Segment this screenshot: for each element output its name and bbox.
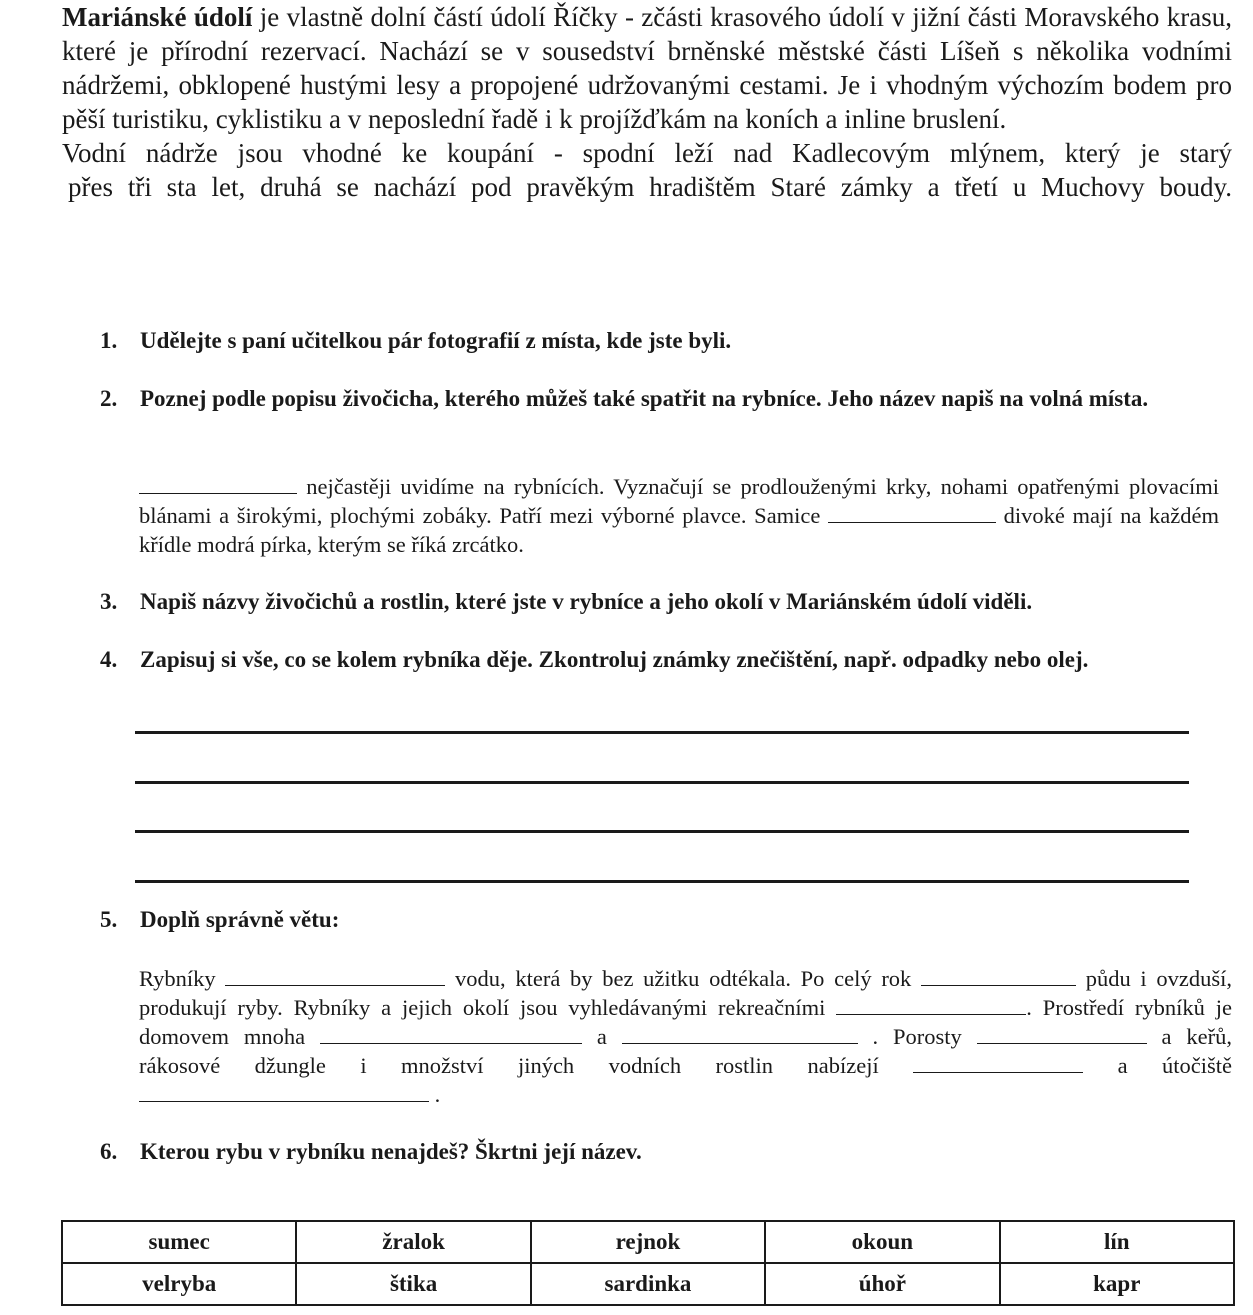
writing-line[interactable] — [135, 781, 1189, 784]
answer-blank[interactable] — [139, 1081, 429, 1102]
answer-blank[interactable] — [913, 1052, 1083, 1073]
question-6 — [100, 1137, 1220, 1167]
question-4 — [100, 645, 1230, 675]
answer-blank[interactable] — [622, 1023, 858, 1044]
intro-title: Mariánské údolí — [62, 2, 253, 32]
question-number: 4. — [100, 647, 118, 672]
intro-text — [62, 0, 1232, 204]
fish-name-cell[interactable]: okoun — [765, 1221, 999, 1263]
fish-name-cell[interactable]: úhoř — [765, 1263, 999, 1305]
question-5 — [100, 905, 1220, 935]
pond-sentence-part: a — [581, 1024, 622, 1049]
pond-sentence-part: Rybníky — [139, 966, 226, 991]
pond-sentence-part: půdu i ovzduší, produkují ryby. Rybníky a jejich okolí jsou vyhledávanými rekreačními — [139, 966, 1233, 1020]
question-3 — [100, 587, 1220, 617]
fish-name-cell[interactable]: žralok — [296, 1221, 530, 1263]
intro-paragraph-2-line-2: přes tři sta let, druhá se nachází pod pravěkým hradištěm Staré zámky a třetí u Muchovy boudy. — [68, 172, 1232, 202]
answer-blank[interactable] — [921, 965, 1076, 986]
duck-description-part-2: divoké mají na každém křídle modrá pírka, kterým se říká zrcátko. — [139, 503, 1219, 557]
question-number: 1. — [100, 328, 118, 353]
pond-sentence-part: a keřů, rákosové džungle i množství jiných vodních rostlin nabízejí — [139, 1024, 1232, 1078]
question-1 — [100, 326, 1220, 356]
question-2 — [100, 384, 1220, 414]
fish-name-cell[interactable]: sumec — [62, 1221, 296, 1263]
answer-blank[interactable] — [320, 1023, 582, 1044]
table-row — [62, 1263, 1234, 1305]
question-number: 3. — [100, 589, 118, 614]
pond-sentence-part: a útočiště — [1083, 1053, 1232, 1078]
table-row — [62, 1221, 1234, 1263]
question-text: Doplň správně větu: — [140, 907, 340, 932]
intro-paragraph-2-line-1: Vodní nádrže jsou vhodné ke koupání - spodní leží nad Kadlecovým mlýnem, který je starý — [62, 138, 1232, 168]
writing-line[interactable] — [135, 880, 1189, 883]
question-5-body — [139, 964, 1232, 1109]
intro-paragraph-1-text: je vlastně dolní částí údolí Říčky - zčásti krasového údolí v jižní části Moravského krasu, které je přírodní rezervací. Nachází se v sousedství brněnské městské části Líšeň s několika vodními nádržemi, obklopené hustými lesy a propojené udržovanými cestami. Je i vhodným výchozím bodem pro pěší turistiku, cyklistiku a v neposlední řadě i k projížďkám na koních a inline bruslení. — [62, 2, 1232, 134]
pond-sentence-part: . Porosty — [857, 1024, 977, 1049]
question-2-body — [139, 472, 1219, 559]
intro-paragraph-2 — [62, 136, 1232, 204]
question-text: Kterou rybu v rybníku nenajdeš? Škrtni její název. — [140, 1139, 642, 1164]
writing-line[interactable] — [135, 830, 1189, 833]
answer-blank[interactable] — [836, 994, 1026, 1015]
question-number: 2. — [100, 386, 118, 411]
question-text: Udělejte s paní učitelkou pár fotografií z místa, kde jste byli. — [140, 328, 732, 353]
fish-name-cell[interactable]: velryba — [62, 1263, 296, 1305]
answer-blank[interactable] — [977, 1023, 1147, 1044]
fish-name-cell[interactable]: kapr — [1000, 1263, 1234, 1305]
fish-name-cell[interactable]: lín — [1000, 1221, 1234, 1263]
writing-line[interactable] — [135, 731, 1189, 734]
fish-name-cell[interactable]: sardinka — [531, 1263, 765, 1305]
fish-table — [61, 1220, 1235, 1306]
answer-blank[interactable] — [139, 473, 297, 494]
duck-description — [139, 472, 1219, 559]
pond-sentence-part: vodu, která by bez užitku odtékala. Po celý rok — [445, 966, 922, 991]
answer-blank[interactable] — [828, 502, 996, 523]
question-text: Zapisuj si vše, co se kolem rybníka děje. Zkontroluj známky znečištění, např. odpadky nebo olej. — [140, 647, 1089, 672]
pond-sentence-part: . Prostředí rybníků je domovem mnoha — [139, 995, 1232, 1049]
question-text: Napiš názvy živočichů a rostlin, které jste v rybníce a jeho okolí v Mariánském údolí viděli. — [140, 589, 1033, 614]
intro-paragraph-1 — [62, 0, 1232, 136]
fish-name-cell[interactable]: rejnok — [531, 1221, 765, 1263]
fish-name-cell[interactable]: štika — [296, 1263, 530, 1305]
question-text: Poznej podle popisu živočicha, kterého můžeš také spatřit na rybníce. Jeho název napiš na volná místa. — [140, 386, 1149, 411]
question-number: 5. — [100, 907, 118, 932]
question-number: 6. — [100, 1139, 118, 1164]
answer-blank[interactable] — [225, 965, 445, 986]
duck-description-part-1: nejčastěji uvidíme na rybnících. Vyznačují se prodlouženými krky, nohami opatřenými plovacími blánami a širokými, plochými zobáky. Patří mezi výborné plavce. Samice — [139, 474, 1219, 528]
pond-sentence — [139, 964, 1232, 1109]
pond-sentence-part: . — [429, 1082, 441, 1107]
